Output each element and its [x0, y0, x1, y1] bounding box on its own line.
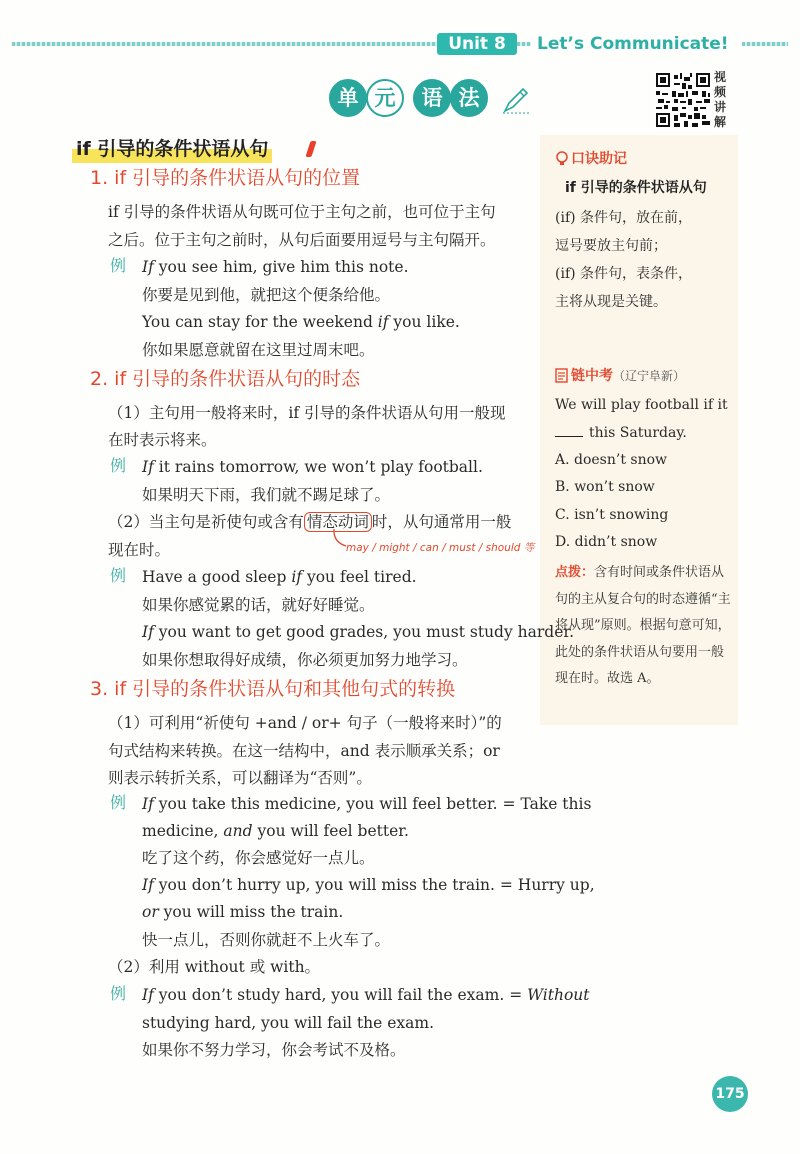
mnemonic-subtitle: if 引导的条件状语从句 [565, 180, 707, 196]
exam-option: A. doesn’t snow [555, 452, 668, 468]
example-sentence-en: or you will miss the train. [142, 903, 344, 921]
example-sentence-cn: 吃了这个药，你会感觉好一点儿。 [142, 849, 375, 867]
example-sentence-en: If it rains tomorrow, we won’t play football. [142, 458, 483, 476]
section-2-para: 在时表示将来。 [108, 431, 217, 449]
modal-verb-highlight: 情态动词 [304, 512, 372, 532]
mnemonic-title: 口诀助记 [571, 151, 627, 167]
mnemonic-line: 逗号要放主句前； [555, 238, 667, 254]
exam-option: C. isn’t snowing [555, 507, 669, 523]
section-1-para: 之后。位于主句之前时，从句后面要用逗号与主句隔开。 [108, 231, 496, 249]
section-title-char: 单 [329, 79, 367, 117]
answer-blank [555, 436, 583, 437]
section-1-para: if 引导的条件状语从句既可位于主句之前，也可位于主句 [108, 203, 496, 221]
unit-title: Let’s Communicate! [531, 33, 742, 55]
exam-tip: 点拨：含有时间或条件状语从句的主从复合句的时态遵循“主将从现”原则。根据句意可知，此处的条件状语从句要用一般现在时。故选 A。 [555, 565, 731, 686]
example-sentence-cn: 如果你想取得好成绩，你必须更加努力地学习。 [142, 651, 468, 669]
example-sentence-en: studying hard, you will fail the exam. [142, 1014, 435, 1032]
section-1-title: 1. if 引导的条件状语从句的位置 [90, 167, 361, 189]
page-number: 175 [712, 1076, 748, 1112]
mnemonic-line: (if) 条件句，放在前， [555, 210, 693, 226]
section-2-para: 现在时。 [108, 541, 171, 559]
unit-badge: Unit 8 [437, 33, 517, 55]
exam-option: D. didn’t snow [555, 534, 658, 550]
example-sentence-cn: 如果明天下雨，我们就不踢足球了。 [142, 486, 391, 504]
mnemonic-line: 主将从现是关键。 [555, 294, 667, 310]
mnemonic-line: (if) 条件句，表条件， [555, 266, 693, 282]
section-2-title: 2. if 引导的条件状语从句的时态 [90, 368, 361, 390]
example-sentence-cn: 快一点儿，否则你就赶不上火车了。 [142, 931, 391, 949]
exam-question: We will play football if it [555, 397, 728, 413]
section-3-para: （2）利用 without 或 with。 [108, 958, 321, 976]
example-label: 例 [110, 456, 127, 475]
example-sentence-en: If you take this medicine, you will feel better. = Take this [142, 795, 592, 813]
section-3-para: （1）可利用“祈使句 +and / or+ 句子（一般将来时）”的 [108, 714, 502, 732]
example-sentence-en: If you see him, give him this note. [142, 258, 409, 276]
example-sentence-cn: 你如果愿意就留在这里过周末吧。 [142, 341, 375, 359]
section-3-para: 则表示转折关系，可以翻译为“否则”。 [108, 769, 372, 787]
section-title-char: 元 [366, 79, 404, 117]
example-sentence-cn: 你要是见到他，就把这个便条给他。 [142, 286, 391, 304]
main-heading: if 引导的条件状语从句 [72, 135, 272, 163]
example-sentence-cn: 如果你感觉累的话，就好好睡觉。 [142, 596, 375, 614]
example-label: 例 [110, 793, 127, 812]
qr-code-icon[interactable] [654, 71, 712, 129]
exam-question: this Saturday. [555, 423, 687, 443]
qr-label: 视频讲解 [714, 70, 727, 129]
document-icon [555, 368, 568, 383]
example-label: 例 [110, 566, 127, 585]
exam-option: B. won’t snow [555, 479, 655, 495]
lightbulb-icon [555, 151, 569, 167]
pencil-icon [501, 85, 531, 115]
example-sentence-en: If you want to get good grades, you must study harder. [142, 623, 575, 641]
example-label: 例 [110, 256, 127, 275]
section-2-para: （1）主句用一般将来时，if 引导的条件状语从句用一般现 [108, 404, 506, 422]
example-sentence-en: medicine, and you will feel better. [142, 822, 409, 840]
exam-title: 链中考（辽宁阜新） [571, 368, 686, 384]
section-title-char: 法 [450, 79, 488, 117]
modal-verb-annotation: may / might / can / must / should 等 [346, 542, 535, 554]
section-title-char: 语 [413, 79, 451, 117]
section-3-para: 句式结构来转换。在这一结构中，and 表示顺承关系；or [108, 742, 500, 760]
section-2-para: （2）当主句是祈使句或含有 情态动词 时，从句通常用一般 [108, 513, 512, 531]
example-sentence-en: You can stay for the weekend if you like. [142, 313, 460, 331]
example-sentence-cn: 如果你不努力学习，你会考试不及格。 [142, 1041, 406, 1059]
example-sentence-en: Have a good sleep if you feel tired. [142, 568, 417, 586]
example-sentence-en: If you don’t hurry up, you will miss the train. = Hurry up, [142, 876, 595, 894]
example-label: 例 [110, 984, 127, 1003]
section-3-title: 3. if 引导的条件状语从句和其他句式的转换 [90, 678, 456, 700]
heading-accent-mark [305, 141, 316, 157]
example-sentence-en: If you don’t study hard, you will fail the exam. = Without [142, 986, 590, 1004]
